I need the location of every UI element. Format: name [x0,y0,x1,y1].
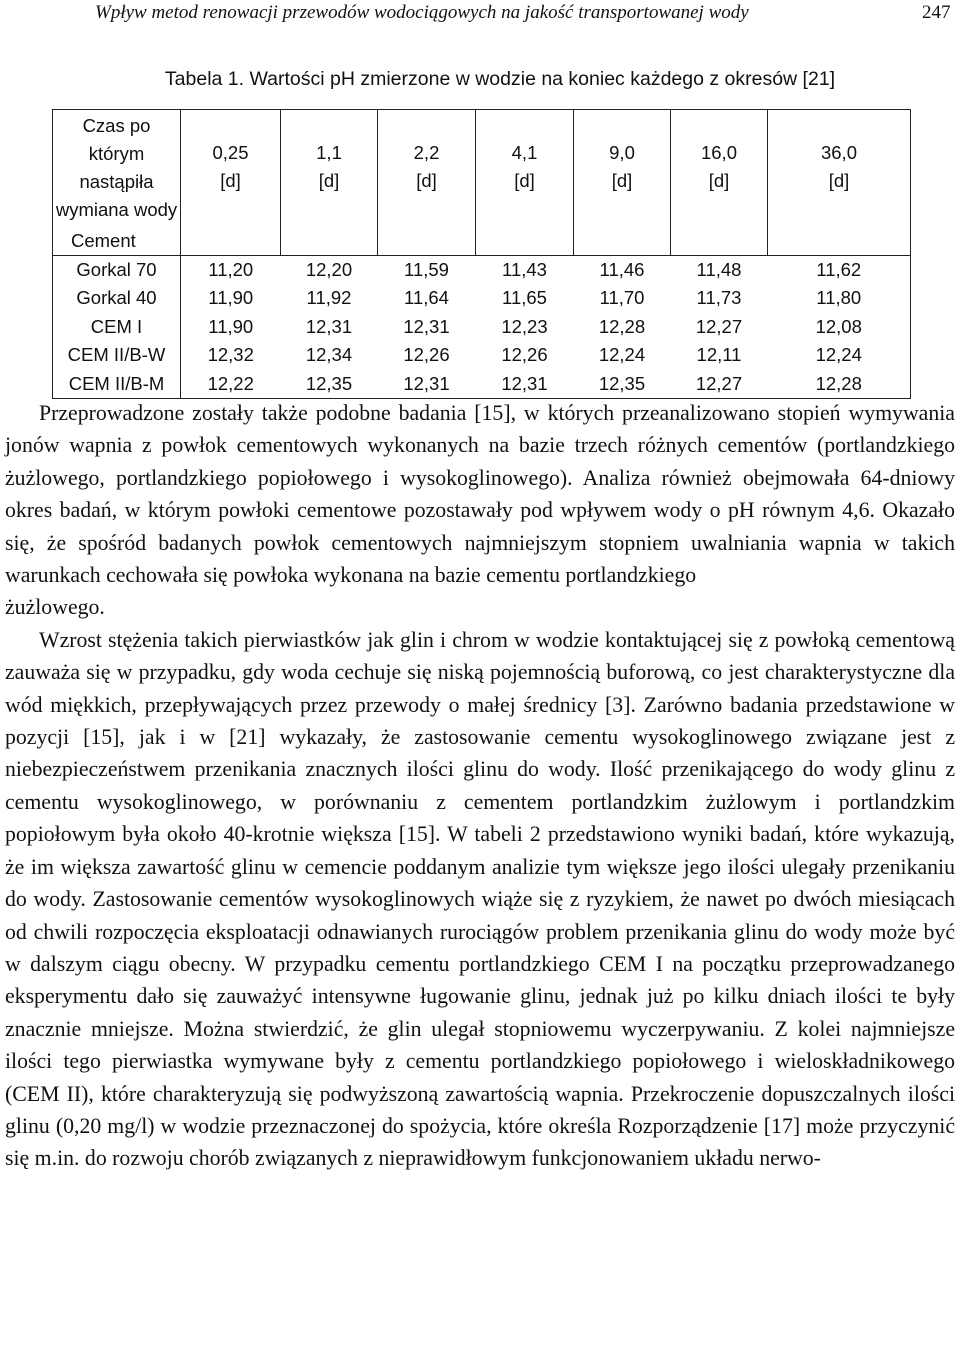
ph-value: 12,35 [305,372,353,394]
ph-value: 12,32 [207,344,254,366]
ph-value: 12,31 [501,372,548,394]
running-header [0,0,960,30]
ph-value: 12,26 [501,344,548,366]
period-unit: [d] [318,170,340,191]
ph-value: 12,27 [695,315,743,337]
ph-value: 11,43 [502,259,547,280]
table-corner-cell [53,110,181,256]
table-row [53,256,911,285]
ph-value: 11,62 [816,259,862,280]
table-row [53,313,911,341]
cement-name: Gorkal 40 [53,284,181,312]
ph-value: 12,24 [815,344,862,366]
period-unit: [d] [708,170,730,191]
period-unit: [d] [611,170,633,191]
corner-line: Czas po którym [82,115,151,164]
ph-value: 12,26 [403,344,450,366]
ph-value: 12,31 [305,315,353,337]
ph-value: 11,65 [502,287,547,309]
ph-value: 12,11 [696,344,742,366]
table-row [53,370,911,399]
period-header [671,110,768,256]
period-value: 0,25 [212,142,249,163]
period-value: 1,1 [316,142,342,163]
ph-value: 12,22 [207,372,254,394]
ph-value: 11,70 [599,287,645,309]
ph-value: 12,35 [598,372,646,394]
ph-value: 12,31 [403,372,450,394]
ph-value: 11,90 [208,315,254,337]
ph-value: 12,28 [815,372,862,394]
ph-value: 11,73 [696,287,742,309]
period-header [281,110,378,256]
ph-value: 11,90 [208,287,254,309]
page-number: 247 [922,2,951,23]
period-value: 4,1 [511,142,538,163]
ph-value: 12,31 [403,315,450,337]
ph-value: 11,48 [696,259,742,280]
period-unit: [d] [220,170,241,191]
period-header [378,110,476,256]
cement-name: CEM II/B-W [53,341,181,369]
ph-value: 11,64 [404,287,449,309]
ph-table [52,109,911,399]
table-caption: Tabela 1. Wartości pH zmierzone w wodzie na koniec każdego z okresów [21] [164,68,836,90]
ph-value: 11,46 [599,259,645,280]
ph-value: 11,92 [306,287,352,309]
ph-value: 12,28 [598,315,646,337]
ph-value: 11,20 [208,259,254,280]
ph-value: 12,24 [598,344,646,366]
period-value: 36,0 [820,142,857,163]
running-title: Wpływ metod renowacji przewodów wodociągowych na jakość transportowanej wody [95,2,749,23]
paragraph: Przeprowadzone zostały także podobne badania [15], w których przeanalizowano stopień wymywania jonów wapnia z powłok cementowych wykonanych na bazie trzech różnych cementów (portlandzkiego żużlowego, portlandzkiego popiołowego i wysokoglinowego). Analiza również obejmowała 64-dniowy okres badań, w którym powłoki cementowe pozostawały pod wpływem wody o pH równym 4,6. Okazało się, że spośród badanych powłok cementowych najmniejszym stopniem uwalniania wapnia w takich warunkach cechowała się powłoka wykonana na bazie cementu portlandzkiego [5,401,955,588]
corner-line: nastąpiła [79,171,154,192]
ph-value: 12,20 [305,259,353,280]
cement-name: CEM II/B-M [53,370,181,399]
period-value: 9,0 [609,142,635,163]
cement-name: CEM I [53,313,181,341]
ph-value: 12,27 [695,372,743,394]
period-value: 2,2 [413,142,440,163]
period-header [768,110,911,256]
body-text [5,397,955,1175]
period-unit: [d] [828,170,850,191]
cement-name: Gorkal 70 [53,256,181,285]
ph-value: 12,23 [501,315,548,337]
period-header [181,110,281,256]
period-unit: [d] [514,170,535,191]
period-unit: [d] [416,170,437,191]
ph-value: 11,59 [404,259,449,280]
period-header [574,110,671,256]
table-row [53,341,911,369]
ph-value: 12,34 [305,344,353,366]
ph-value: 12,08 [815,315,862,337]
table-header-row [53,110,911,256]
corner-line: wymiana wody [55,199,178,220]
paragraph: Wzrost stężenia takich pierwiastków jak glin i chrom w wodzie kontaktującej się z powłoką cementową zauważa się w przypadku, gdy woda cechuje się niską pojemnością buforową, co jest charakterystyczne dla wód miękkich, przepływających przez przewody o małej średnicy [3]. Zarówno badania przedstawione w pozycji [15], jak i w [21] wykazały, że zastosowanie cementu wysokoglinowego związane jest z niebezpieczeństwem przenikania znacznych ilości glinu do wody. Ilość przenikającego do wody glinu z cementu wysokoglinowego, w porównaniu z cementem portlandzkim żużlowym i portlandzkim popiołowym była około 40-krotnie większa [15]. W tabeli 2 przedstawiono wyniki badań, które wykazują, że im większa zawartość glinu w cemencie poddanym analizie tym większe jego ilości ulegały przenikaniu do wody. Zastosowanie cementów wysokoglinowych wiąże się z ryzykiem, że nawet po dwóch miesiącach od chwili rozpoczęcia eksploatacji odnawianych rurociągów problem przenikania glinu do wody może być w dalszym ciągu obecny. W przypadku cementu portlandzkiego CEM I na początku przeprowadzanego eksperymentu dało się zauważyć intensywne ługowanie glinu, jednak już po kilku dniach ilości te były znacznie mniejsze. Można stwierdzić, że glin ulegał stopniowemu wyczerpywaniu. Z kolei najmniejsze ilości tego pierwiastka wymywane były z cementu portlandzkiego popiołowego i wieloskładnikowego (CEM II), które charakteryzują się podwyższoną zawartością wapnia. Przekroczenie dopuszczalnych ilości glinu (0,20 mg/l) w wodzie przeznaczonej do spożycia, które określa Rozporządzenie [17] może przyczynić się m.in. do rozwoju chorób związanych z nieprawidłowym funkcjonowaniem układu nerwo- [5,627,955,1171]
ph-value: 11,80 [816,287,862,309]
cement-header: Cement [71,230,136,251]
period-value: 16,0 [700,142,737,163]
period-header [476,110,574,256]
table-row [53,284,911,312]
paragraph-continuation: żużlowego. [5,595,105,620]
